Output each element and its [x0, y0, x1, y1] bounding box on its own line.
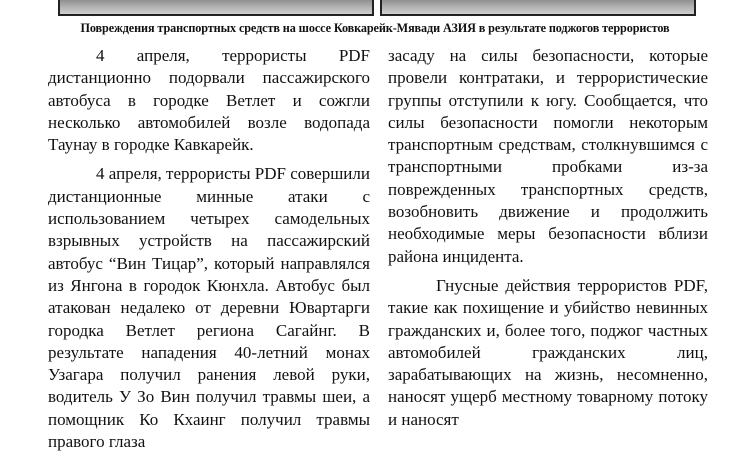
photo-caption: Повреждения транспортных средств на шоссе Ковкарейк-Мявади АЗИЯ в результате поджогов террористов [80, 21, 670, 35]
paragraph: засаду на силы безопасности, которые провели контратаки, и террористические группы отступили к югу. Сообщается, что силы безопасности помогли некоторым транспортным средствам, столкнувшимся с транспортными пробками из-за поврежденных транспортных средств, возобновить движение и продолжить необходимые меры безопасности вблизи района инцидента. [388, 46, 708, 266]
paragraph: 4 апреля, террористы PDF совершили дистанционные минные атаки с использованием четырех самодельных взрывных устройств на пассажирский автобус “Вин Тицар”, который направлялся из Янгона в городок Кюнхла. Автобус был атакован недалеко от деревни Ювартарги городка Ветлет региона Сагайнг. В результате нападения 40-летний монах Узагара получил ранения левой руки, водитель У Зо Вин получил травмы шеи, а помощник Ко Кхаинг получил травмы правого глаза [48, 164, 370, 452]
photo-left [58, 0, 374, 16]
left-column [48, 45, 370, 460]
photo-right [380, 0, 696, 16]
photo-strip [58, 0, 696, 17]
paragraph: Гнусные действия террористов PDF, такие как похищение и убийство невинных гражданских и, более того, поджог частных автомобилей гражданских лиц, зарабатывающих на жизнь, несомненно, наносят ущерб местному товарному потоку и наносят [388, 275, 708, 429]
right-column [388, 45, 708, 438]
paragraph: 4 апреля, террористы PDF дистанционно подорвали пассажирского автобуса в городке Ветлет и сожгли несколько автомобилей возле водопада Таунау в городке Кавкарейк. [48, 46, 370, 155]
